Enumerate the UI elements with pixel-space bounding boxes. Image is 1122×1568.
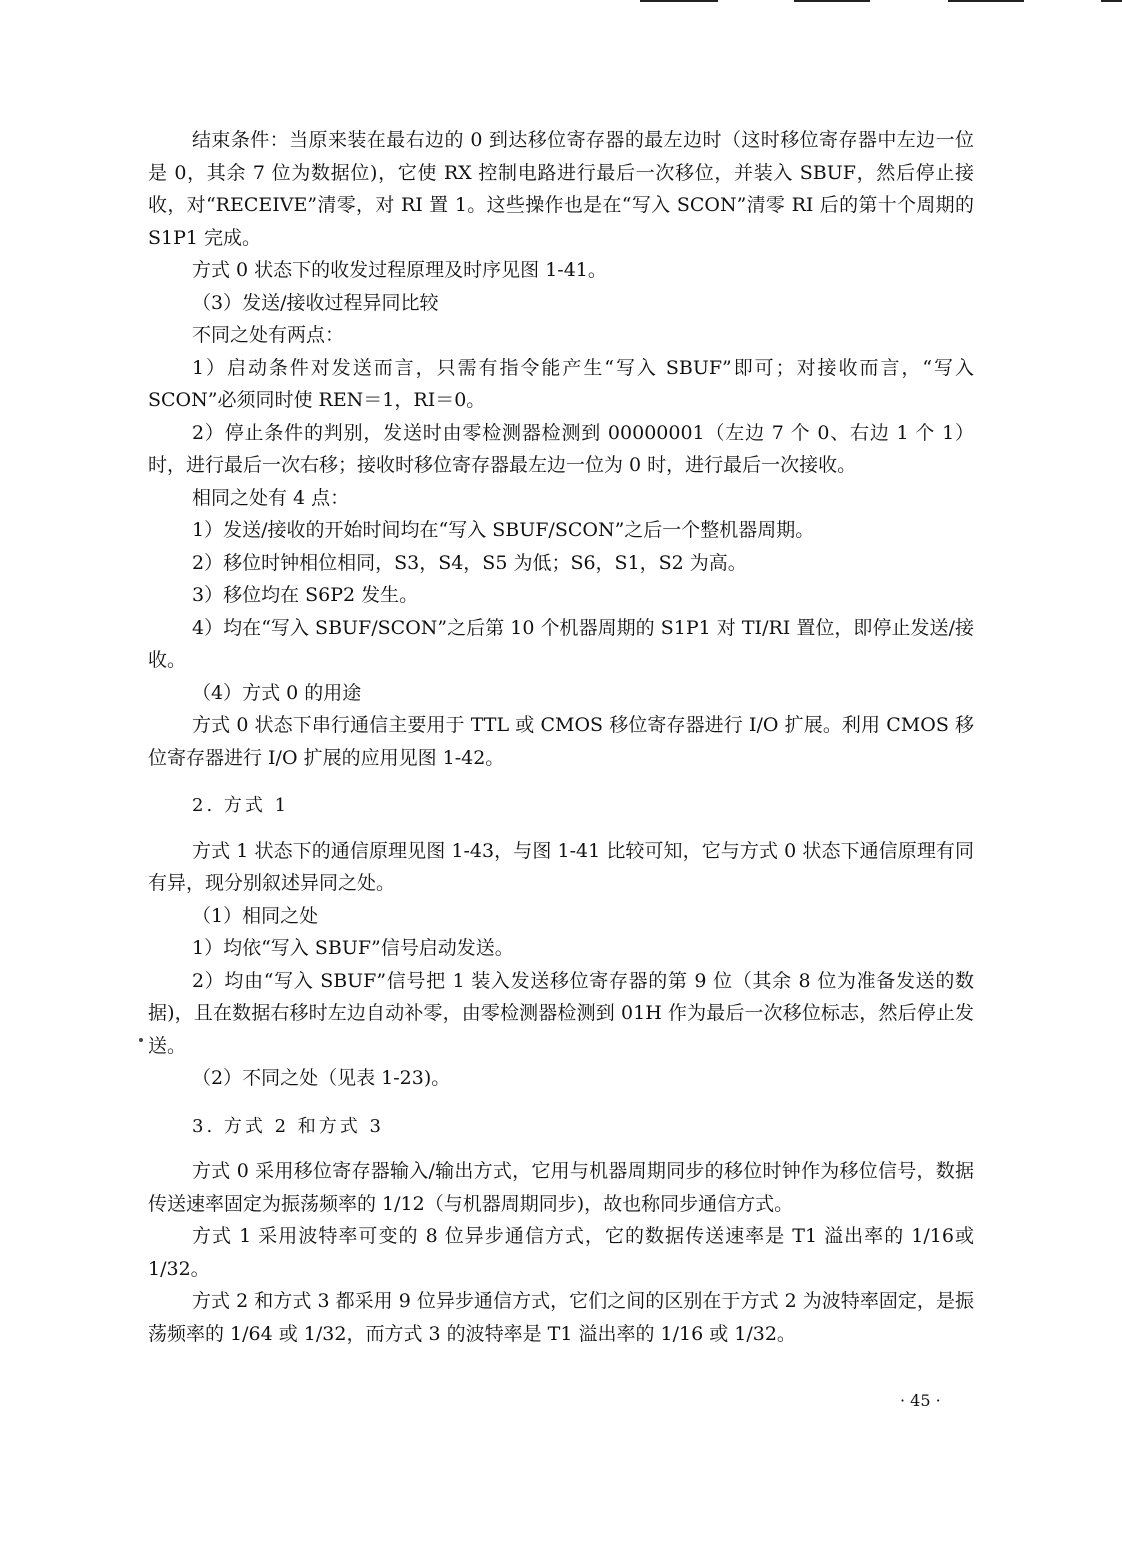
paragraph: 方式 0 状态下串行通信主要用于 TTL 或 CMOS 移位寄存器进行 I/O 扩展。利用 CMOS 移位寄存器进行 I/O 扩展的应用见图 1-42。 xyxy=(148,714,974,769)
paragraph: 相同之处有 4 点： xyxy=(192,486,350,509)
paragraph: 不同之处有两点： xyxy=(192,324,345,346)
scan-speck xyxy=(139,1038,143,1042)
list-item: 1）启动条件对发送而言，只需有指令能产生“写入 SBUF”即可；对接收而言，“写入 SCON”必须同时使 REN＝1，RI＝0。 xyxy=(148,356,974,411)
section-heading-mode2-3: 3. 方式 2 和方式 3 xyxy=(192,1115,384,1137)
section-heading-mode1: 2. 方式 1 xyxy=(192,795,290,816)
top-edge-mark-3 xyxy=(948,0,1024,2)
page-number: · 45 · xyxy=(900,1391,941,1410)
paragraph: 结束条件：当原来装在最右边的 0 到达移位寄存器的最左边时（这时移位寄存器中左边一位是 0，其余 7 位为数据位)，它使 RX 控制电路进行最后一次移位，并装入 SBUF，然后停止接收，对“RECEIVE”清零，对 RI 置 1。这些操作也是在“写入 SCON”清零 RI 后的第十个周期的 S1P1 完成。 xyxy=(148,129,974,249)
paragraph: 方式 2 和方式 3 都采用 9 位异步通信方式，它们之间的区别在于方式 2 为波特率固定，是振荡频率的 1/64 或 1/32，而方式 3 的波特率是 T1 溢出率的 1/16 或 1/32。 xyxy=(148,1290,974,1345)
section-mode0-continued xyxy=(148,124,974,774)
paragraph: 方式 1 采用波特率可变的 8 位异步通信方式，它的数据传送速率是 T1 溢出率的 1/16或 1/32。 xyxy=(148,1225,974,1280)
list-item: 2）移位时钟相位相同，S3，S4，S5 为低；S6，S1，S2 为高。 xyxy=(192,551,747,574)
list-item: 1）发送/接收的开始时间均在“写入 SBUF/SCON”之后一个整机器周期。 xyxy=(192,519,815,541)
section-mode2-3 xyxy=(148,1155,974,1350)
subheading: （4）方式 0 的用途 xyxy=(192,681,362,704)
subheading: （2）不同之处（见表 1-23)。 xyxy=(192,1067,451,1089)
top-edge-mark-4 xyxy=(1101,0,1122,2)
top-edge-mark-1 xyxy=(640,0,718,2)
paragraph: 方式 1 状态下的通信原理见图 1-43，与图 1-41 比较可知，它与方式 0 状态下通信原理有同有异，现分别叙述异同之处。 xyxy=(148,839,974,894)
document-body xyxy=(148,124,974,1350)
list-item: 4）均在“写入 SBUF/SCON”之后第 10 个机器周期的 S1P1 对 TI/RI 置位，即停止发送/接收。 xyxy=(148,616,974,671)
paragraph: 方式 0 采用移位寄存器输入/输出方式，它用与机器周期同步的移位时钟作为移位信号，数据传送速率固定为振荡频率的 1/12（与机器周期同步)，故也称同步通信方式。 xyxy=(148,1160,974,1215)
list-item: 1）均依“写入 SBUF”信号启动发送。 xyxy=(192,937,514,959)
top-edge-mark-2 xyxy=(794,0,870,2)
list-item: 2）均由“写入 SBUF”信号把 1 装入发送移位寄存器的第 9 位（其余 8 位为准备发送的数据)，且在数据右移时左边自动补零，由零检测器检测到 01H 作为最后一次移位标志，然后停止发送。 xyxy=(148,969,974,1057)
subheading: （3）发送/接收过程异同比较 xyxy=(192,291,439,314)
list-item: 3）移位均在 S6P2 发生。 xyxy=(192,584,419,606)
paragraph: 方式 0 状态下的收发过程原理及时序见图 1-41。 xyxy=(192,259,607,281)
list-item: 2）停止条件的判别，发送时由零检测器检测到 00000001（左边 7 个 0、右边 1 个 1）时，进行最后一次右移；接收时移位寄存器最左边一位为 0 时，进行最后一次接收。 xyxy=(148,421,974,476)
subheading: （1）相同之处 xyxy=(192,904,319,927)
section-mode1 xyxy=(148,835,974,1095)
